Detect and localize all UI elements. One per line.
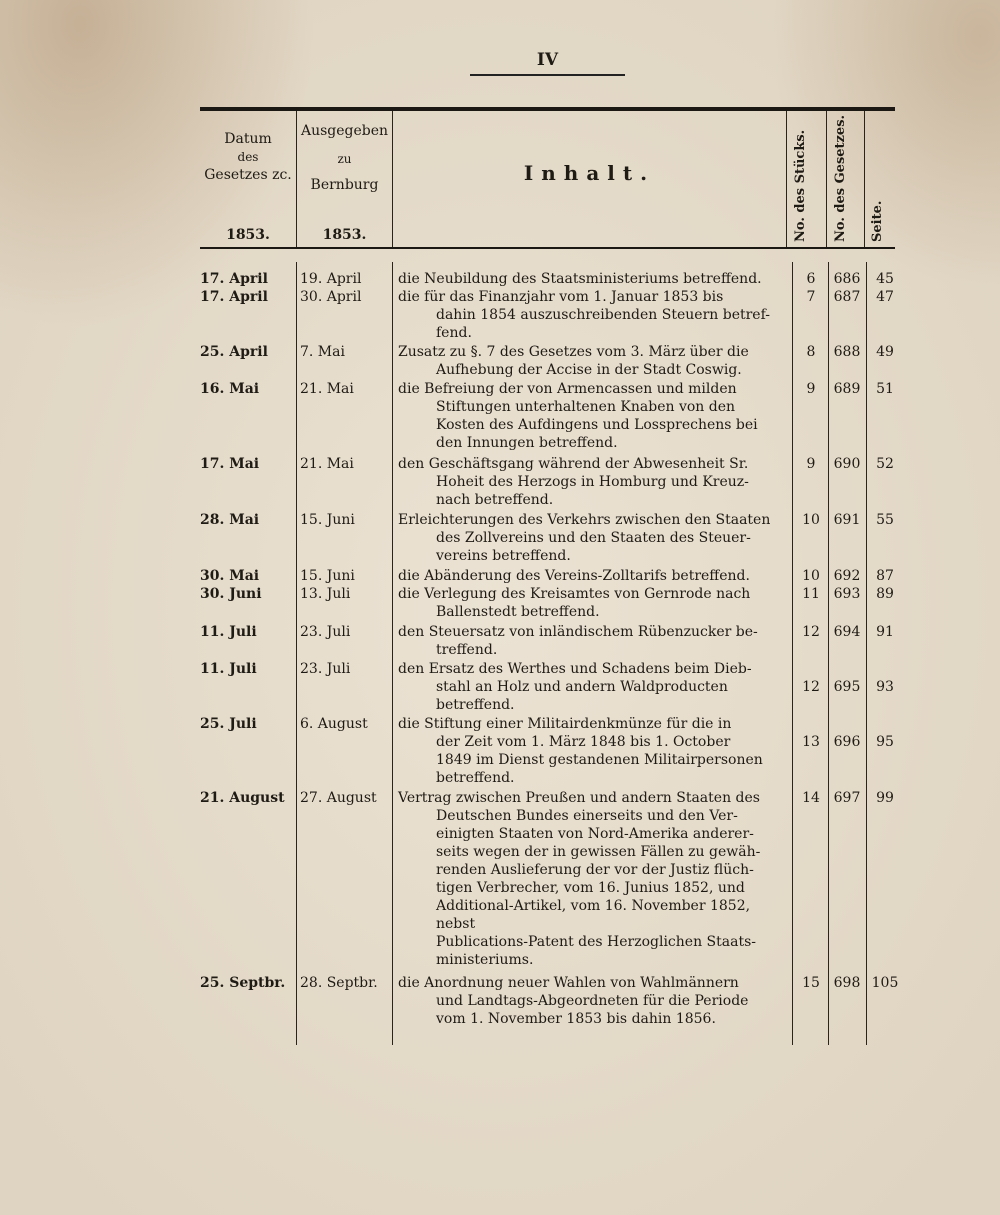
- row-content-line: nach betreffend.: [436, 492, 554, 508]
- column-divider: [786, 111, 787, 247]
- row-content: [398, 789, 986, 969]
- row-content-line: Vertrag zwischen Preußen und andern Staaten des: [398, 790, 760, 806]
- column-divider: [864, 111, 865, 247]
- row-published: 28. Septbr.: [300, 975, 378, 991]
- row-published: 27. August: [300, 790, 377, 806]
- header-piece-number: No. des Stücks.: [793, 129, 808, 242]
- row-law-number: 698: [833, 975, 861, 991]
- row-published: 6. August: [300, 716, 368, 732]
- row-page-number: 51: [876, 381, 894, 397]
- row-piece-number: 12: [802, 624, 820, 640]
- row-content-line: renden Auslieferung der vor der Justiz flüch-: [436, 862, 754, 878]
- row-page-number: 105: [871, 975, 899, 991]
- row-published: 19. April: [300, 271, 362, 287]
- row-content: [398, 715, 986, 787]
- row-piece-number: 10: [802, 568, 820, 584]
- row-page-number: 55: [876, 512, 894, 528]
- header-law-number: No. des Gesetzes.: [833, 114, 848, 242]
- row-content-line: vom 1. November 1853 bis dahin 1856.: [436, 1011, 716, 1027]
- header-content-column: Inhalt.: [523, 161, 656, 185]
- row-content-line: Aufhebung der Accise in der Stadt Coswig.: [436, 362, 742, 378]
- row-piece-number: 7: [806, 289, 816, 305]
- row-page-number: 52: [876, 456, 894, 472]
- row-law-number: 688: [833, 344, 861, 360]
- row-law-number: 687: [833, 289, 861, 305]
- row-content-line: den Steuersatz von inländischem Rübenzucker be-: [398, 624, 758, 640]
- row-piece-number: 13: [802, 734, 820, 750]
- row-content-line: fend.: [436, 325, 472, 341]
- row-date: 30. Juni: [200, 586, 262, 602]
- row-date: 17. April: [200, 271, 268, 287]
- row-content-line: seits wegen der in gewissen Fällen zu gewäh-: [436, 844, 761, 860]
- row-content-line: Kosten des Aufdingens und Lossprechens bei: [436, 417, 758, 433]
- row-published: 15. Juni: [300, 512, 355, 528]
- row-piece-number: 9: [806, 381, 816, 397]
- row-date: 11. Juli: [200, 624, 257, 640]
- header-date-line: des: [237, 150, 259, 164]
- row-content-line: des Zollvereins und den Staaten des Steuer-: [436, 530, 751, 546]
- row-content-line: treffend.: [436, 642, 498, 658]
- row-published: 30. April: [300, 289, 362, 305]
- row-piece-number: 8: [806, 344, 816, 360]
- header-pub-line: Bernburg: [310, 177, 379, 193]
- row-content-line: stahl an Holz und andern Waldproducten: [436, 679, 728, 695]
- row-law-number: 695: [833, 679, 861, 695]
- header-pub-year: 1853.: [322, 227, 367, 243]
- row-law-number: 697: [833, 790, 861, 806]
- row-content-line: die für das Finanzjahr vom 1. Januar 1853 bis: [398, 289, 724, 305]
- row-content-line: betreffend.: [436, 697, 515, 713]
- row-published: 15. Juni: [300, 568, 355, 584]
- row-law-number: 690: [833, 456, 861, 472]
- header-bottom-rule: [200, 247, 895, 249]
- row-content-line: 1849 im Dienst gestandenen Militairpersonen: [436, 752, 763, 768]
- row-page-number: 87: [876, 568, 894, 584]
- row-law-number: 693: [833, 586, 861, 602]
- header-date-line: Gesetzes zc.: [204, 167, 292, 183]
- header-date-line: Datum: [224, 131, 272, 147]
- row-page-number: 47: [876, 289, 894, 305]
- row-date: 25. April: [200, 344, 268, 360]
- row-content-line: Ballenstedt betreffend.: [436, 604, 600, 620]
- row-page-number: 95: [876, 734, 894, 750]
- row-content-line: den Innungen betreffend.: [436, 435, 618, 451]
- row-date: 16. Mai: [200, 381, 260, 397]
- row-law-number: 696: [833, 734, 861, 750]
- row-content-line: Hoheit des Herzogs in Homburg und Kreuz-: [436, 474, 749, 490]
- header-published-column: [297, 122, 392, 243]
- row-law-number: 692: [833, 568, 861, 584]
- page-number: IV: [470, 50, 625, 76]
- row-content-line: dahin 1854 auszuschreibenden Steuern betref-: [436, 307, 770, 323]
- row-date: 17. April: [200, 289, 268, 305]
- header-pub-line: zu: [337, 152, 352, 166]
- row-content-line: betreffend.: [436, 770, 515, 786]
- row-piece-number: 10: [802, 512, 820, 528]
- header-date-column: [200, 130, 296, 243]
- row-date: 11. Juli: [200, 661, 257, 677]
- table-top-rule: [200, 107, 895, 111]
- row-published: 7. Mai: [300, 344, 345, 360]
- row-piece-number: 14: [802, 790, 820, 806]
- row-content-line: den Ersatz des Werthes und Schadens beim Dieb-: [398, 661, 752, 677]
- row-law-number: 689: [833, 381, 861, 397]
- row-content-line: ministeriums.: [436, 952, 534, 968]
- row-content-line: die Neubildung des Staatsministeriums betreffend.: [398, 271, 762, 287]
- row-page-number: 89: [876, 586, 894, 602]
- row-piece-number: 12: [802, 679, 820, 695]
- row-content-line: tigen Verbrecher, vom 16. Junius 1852, und: [436, 880, 745, 896]
- header-date-year: 1853.: [226, 227, 270, 243]
- row-page-number: 93: [876, 679, 894, 695]
- row-content-line: die Verlegung des Kreisamtes von Gernrode nach: [398, 586, 751, 602]
- row-content-line: Additional-Artikel, vom 16. November 1852,: [436, 898, 751, 914]
- row-content-line: Deutschen Bundes einerseits und den Ver-: [436, 808, 738, 824]
- row-date: 28. Mai: [200, 512, 260, 528]
- row-content-line: die Anordnung neuer Wahlen von Wahlmännern: [398, 975, 739, 991]
- row-page-number: 49: [876, 344, 894, 360]
- column-divider: [826, 111, 827, 247]
- row-piece-number: 11: [802, 586, 820, 602]
- row-page-number: 99: [876, 790, 894, 806]
- row-published: 21. Mai: [300, 381, 354, 397]
- row-content-line: der Zeit vom 1. März 1848 bis 1. October: [436, 734, 731, 750]
- row-date: 30. Mai: [200, 568, 260, 584]
- row-date: 25. Juli: [200, 716, 257, 732]
- row-law-number: 694: [833, 624, 861, 640]
- row-date: 17. Mai: [200, 456, 260, 472]
- row-piece-number: 6: [806, 271, 816, 287]
- column-divider: [296, 262, 297, 1045]
- header-pub-line: Ausgegeben: [300, 123, 389, 139]
- row-law-number: 691: [833, 512, 861, 528]
- row-page-number: 45: [876, 271, 894, 287]
- row-piece-number: 15: [802, 975, 820, 991]
- row-content-line: die Befreiung der von Armencassen und milden: [398, 381, 737, 397]
- row-date: 25. Septbr.: [200, 975, 286, 991]
- row-piece-number: 9: [806, 456, 816, 472]
- header-page-column: Seite.: [870, 200, 885, 242]
- row-published: 23. Juli: [300, 624, 351, 640]
- row-published: 21. Mai: [300, 456, 354, 472]
- row-page-number: 91: [876, 624, 894, 640]
- row-content-line: Zusatz zu §. 7 des Gesetzes vom 3. März über die: [398, 344, 749, 360]
- row-published: 23. Juli: [300, 661, 351, 677]
- row-content-line: die Stiftung einer Militairdenkmünze für die in: [398, 716, 732, 732]
- row-date: 21. August: [200, 790, 285, 806]
- row-content-line: einigten Staaten von Nord-Amerika anderer-: [436, 826, 754, 842]
- row-content-line: vereins betreffend.: [436, 548, 571, 564]
- row-law-number: 686: [833, 271, 861, 287]
- row-content-line: Publications-Patent des Herzoglichen Staats-: [436, 934, 756, 950]
- row-content-line: nebst: [436, 916, 476, 932]
- row-content-line: die Abänderung des Vereins-Zolltarifs betreffend.: [398, 568, 750, 584]
- row-content-line: Stiftungen unterhaltenen Knaben von den: [436, 399, 736, 415]
- row-content-line: und Landtags-Abgeordneten für die Periode: [436, 993, 749, 1009]
- column-divider: [392, 262, 393, 1045]
- row-content-line: Erleichterungen des Verkehrs zwischen den Staaten: [398, 512, 771, 528]
- row-published: 13. Juli: [300, 586, 351, 602]
- row-content-line: den Geschäftsgang während der Abwesenheit Sr.: [398, 456, 749, 472]
